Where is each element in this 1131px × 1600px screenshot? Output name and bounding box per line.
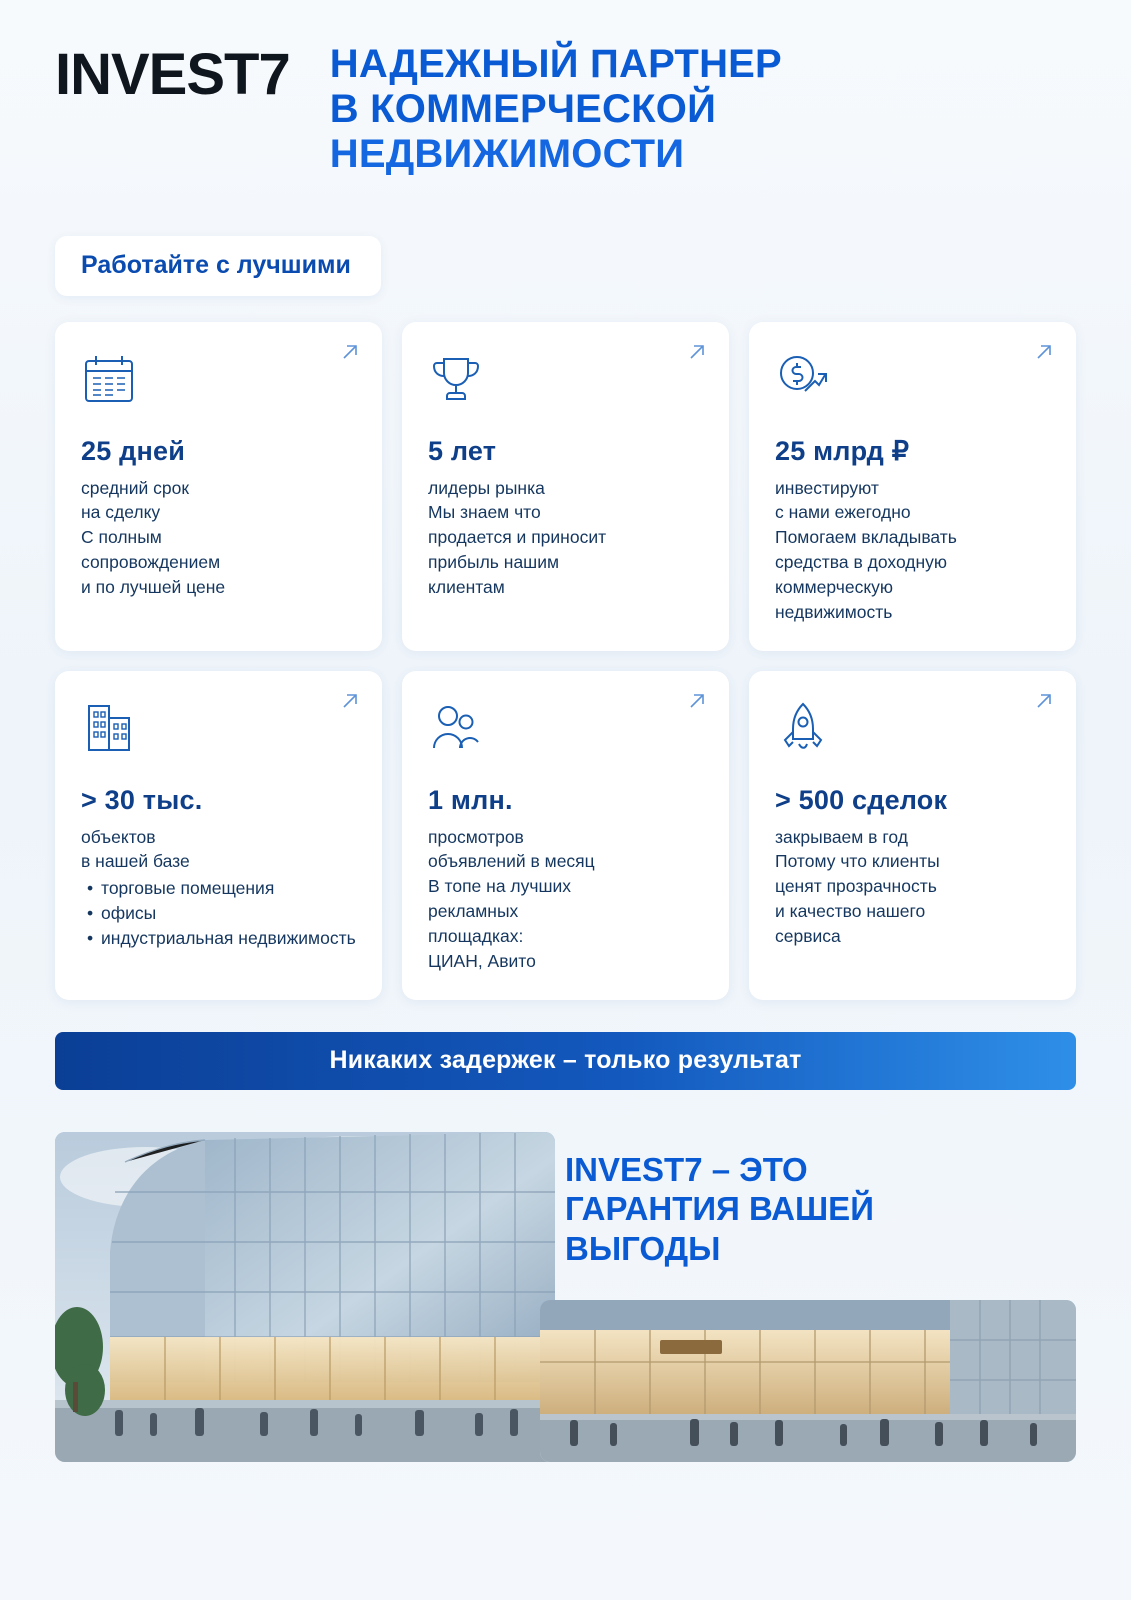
desc-line: с нами ежегодно — [775, 502, 911, 523]
stat-description — [428, 825, 703, 974]
calendar-icon — [81, 346, 356, 412]
stat-value: 25 млрд ₽ — [775, 435, 910, 466]
desc-line: коммерческую — [775, 576, 894, 597]
desc-line: рекламных — [428, 901, 519, 922]
list-item: • индустриальная недвижимость — [81, 926, 356, 951]
stat-value: 1 млн. — [428, 784, 513, 815]
logo: INVEST7 — [55, 42, 290, 107]
work-with-best-pill: Работайте с лучшими — [55, 236, 381, 296]
headline-line-2: В КОММЕРЧЕСКОЙ — [329, 87, 717, 132]
arrow-up-right-icon — [340, 342, 360, 362]
desc-line: закрываем в год — [775, 826, 908, 847]
desc-line: клиентам — [428, 576, 505, 597]
stat-value: > 30 тыс. — [81, 784, 203, 815]
desc-line: на сделку — [81, 502, 161, 523]
list-item: • торговые помещения — [81, 876, 356, 901]
stat-card-average-deal-time[interactable] — [55, 322, 382, 651]
stat-description — [775, 825, 1050, 949]
desc-line: лидеры рынка — [428, 477, 545, 498]
stat-description — [81, 825, 356, 875]
pill-container — [0, 178, 1131, 296]
desc-line: ценят прозрачность — [775, 876, 937, 897]
stat-card-market-leader[interactable] — [402, 322, 729, 651]
bottom-section — [0, 1132, 1131, 1532]
bottom-title-line-3: ВЫГОДЫ — [565, 1229, 721, 1267]
stat-value: 5 лет — [428, 435, 497, 466]
money-growth-icon — [775, 346, 1050, 412]
list-item: • офисы — [81, 901, 356, 926]
desc-line: инвестируют — [775, 477, 879, 498]
bottom-title-line-2: ГАРАНТИЯ ВАШЕЙ — [565, 1190, 874, 1228]
result-banner: Никаких задержек – только результат — [55, 1032, 1076, 1090]
stat-description — [81, 476, 356, 600]
photo-sub-storefronts — [540, 1300, 1076, 1462]
desc-line: сервиса — [775, 926, 841, 946]
desc-line: объектов — [81, 826, 156, 847]
desc-line: и качество нашего — [775, 901, 926, 922]
desc-line: площадках: — [428, 926, 524, 946]
bottom-title-line-1: INVEST7 – ЭТО — [565, 1150, 808, 1188]
desc-line: средства в доходную — [775, 552, 948, 573]
photo-main-shopping-center — [55, 1132, 555, 1462]
desc-line: Мы знаем что — [428, 502, 541, 523]
desc-line: В топе на лучших — [428, 876, 572, 897]
desc-line: просмотров — [428, 826, 524, 847]
desc-line: средний срок — [81, 477, 189, 498]
desc-line: в нашей базе — [81, 851, 190, 872]
stat-card-views[interactable] — [402, 671, 729, 1000]
stat-value: > 500 сделок — [775, 784, 948, 815]
desc-line: Потому что клиенты — [775, 851, 940, 872]
bottom-title — [565, 1150, 1085, 1269]
headline-line-1: НАДЕЖНЫЙ ПАРТНЕР — [329, 42, 782, 86]
desc-line: сопровождением — [81, 552, 221, 573]
stats-card-grid — [0, 296, 1131, 1000]
arrow-up-right-icon — [687, 342, 707, 362]
arrow-up-right-icon — [1034, 691, 1054, 711]
headline-line-3: НЕДВИЖИМОСТИ — [329, 132, 685, 177]
stat-description — [428, 476, 703, 600]
trophy-icon — [428, 346, 703, 412]
headline — [330, 38, 782, 178]
desc-line: недвижимость — [775, 601, 893, 622]
buildings-icon — [81, 695, 356, 761]
arrow-up-right-icon — [687, 691, 707, 711]
banner-container — [0, 1000, 1131, 1090]
arrow-up-right-icon — [1034, 342, 1054, 362]
desc-line: продается и приносит — [428, 527, 607, 548]
stat-value: 25 дней — [81, 435, 185, 466]
stat-card-investments[interactable] — [749, 322, 1076, 651]
desc-line-platforms: ЦИАН, Авито — [428, 950, 536, 971]
header — [0, 0, 1131, 178]
stat-card-objects-database[interactable] — [55, 671, 382, 1000]
people-icon — [428, 695, 703, 761]
arrow-up-right-icon — [340, 691, 360, 711]
desc-line: объявлений в месяц — [428, 851, 595, 872]
desc-line: С полным — [81, 527, 162, 548]
rocket-icon — [775, 695, 1050, 761]
desc-line: прибыль нашим — [428, 552, 560, 573]
object-types-list — [81, 876, 356, 951]
stat-description — [775, 476, 1050, 625]
desc-line: Помогаем вкладывать — [775, 527, 957, 548]
stat-card-deals-closed[interactable] — [749, 671, 1076, 1000]
desc-line: и по лучшей цене — [81, 576, 226, 597]
